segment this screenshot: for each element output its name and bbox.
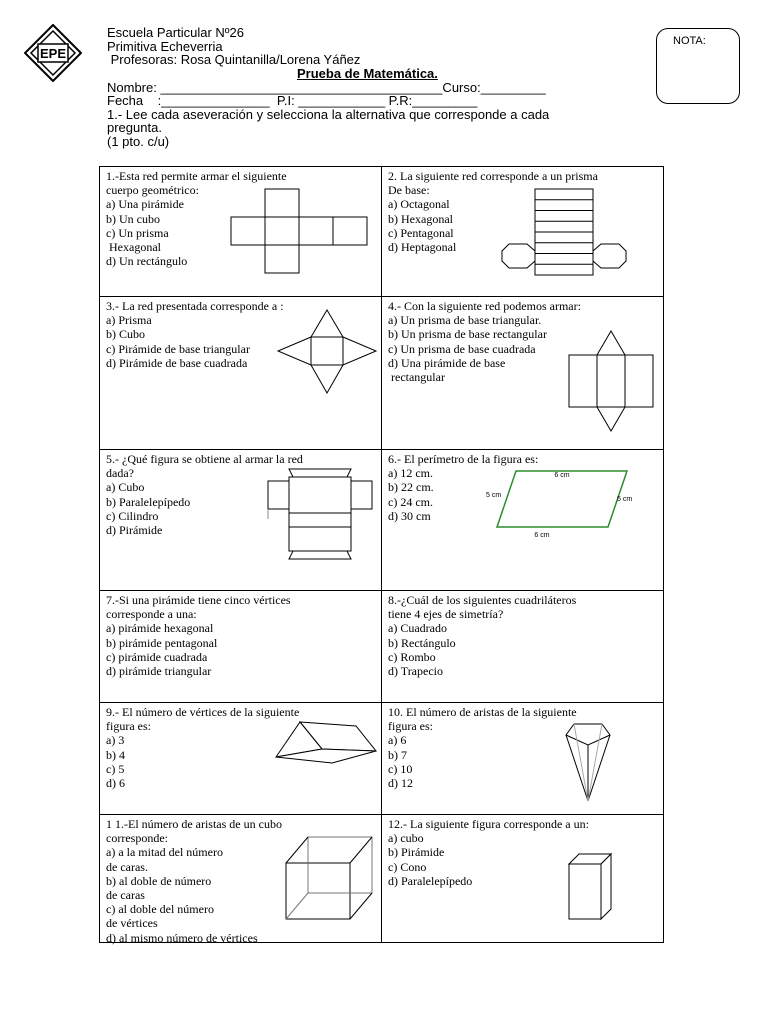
question-text: 6.- El perímetro de la figura es:	[388, 452, 539, 466]
question-7	[100, 591, 381, 702]
question-12	[382, 815, 665, 943]
school-name: Escuela Particular Nº26	[107, 25, 244, 40]
option-d: d) pirámide triangular	[106, 664, 212, 679]
instruction-line-2: pregunta.	[107, 120, 162, 135]
option-a: a) Cubo	[106, 480, 145, 495]
option-a: a) pirámide hexagonal	[106, 621, 214, 636]
question-8	[382, 591, 665, 702]
label-left: 5 cm	[486, 492, 502, 499]
octagonal-prism-net-figure	[500, 187, 630, 279]
option-b: b) Paralelepípedo	[106, 494, 191, 509]
label-right: 5 cm	[617, 496, 633, 503]
grade-label: NOTA:	[673, 35, 706, 47]
option-a: a) Cuadrado	[388, 621, 447, 636]
question-text: corresponde a una:	[106, 607, 197, 622]
option-d: d) Paralelepípedo	[388, 873, 473, 888]
logo-text: EPE	[39, 46, 67, 61]
option-b: b) Cubo	[106, 327, 145, 342]
cuboid-net-figure	[265, 467, 375, 563]
question-grid	[99, 166, 664, 943]
question-text: dada?	[106, 466, 134, 481]
option-b: b) Un cubo	[106, 211, 160, 226]
option-a: a) 6	[388, 733, 407, 748]
option-d: d) 30 cm	[388, 508, 431, 523]
label-top: 6 cm	[554, 472, 570, 479]
option-d: d) 12	[388, 776, 413, 791]
question-text: De base:	[388, 183, 430, 198]
question-text: 8.-¿Cuál de los siguientes cuadriláteros	[388, 593, 577, 607]
option-b: b) al doble de número	[106, 873, 212, 888]
triangular-prism-figure	[270, 719, 380, 769]
option-a: a) Un prisma de base triangular.	[388, 313, 542, 328]
question-text: 7.-Si una pirámide tiene cinco vértices	[106, 593, 291, 607]
grade-box	[656, 28, 740, 104]
label-bottom: 6 cm	[534, 532, 550, 539]
option-a: a) Octagonal	[388, 197, 450, 212]
question-text: 12.- La siguiente figura corresponde a un:	[388, 817, 589, 831]
option-d: d) Una pirámide de base	[388, 355, 506, 370]
question-text: 1 1.-El número de aristas de un cubo	[106, 817, 282, 831]
option-b-cont: de caras	[106, 888, 145, 903]
option-b: b) Un prisma de base rectangular	[388, 327, 547, 342]
teachers-line: Profesoras: Rosa Quintanilla/Lorena Yáñez	[107, 52, 361, 67]
option-d: d) Pirámide de base cuadrada	[106, 355, 248, 370]
option-d: d) 6	[106, 776, 125, 791]
option-c: c) al doble del número	[106, 902, 214, 917]
option-a: a) a la mitad del número	[106, 845, 223, 860]
pentagonal-pyramid-figure	[562, 721, 614, 803]
option-c: c) 5	[106, 761, 125, 776]
option-a: a) 12 cm.	[388, 466, 433, 481]
option-d: d) Trapecio	[388, 664, 443, 679]
school-subtitle: Primitiva Echeverria	[107, 38, 223, 54]
option-c: c) Pentagonal	[388, 225, 454, 240]
school-logo	[24, 24, 82, 82]
question-text: figura es:	[388, 719, 433, 734]
fecha-line: Fecha :_______________ P.I: ____________ P.R:_________	[107, 93, 478, 108]
option-b: b) 4	[106, 747, 125, 762]
parallelogram-figure	[482, 465, 642, 543]
option-a: a) 3	[106, 733, 125, 748]
option-c: c) Rombo	[388, 649, 436, 664]
cuboid-figure	[566, 851, 614, 923]
question-text: 5.- ¿Qué figura se obtiene al armar la red	[106, 452, 303, 466]
option-c: c) Cilindro	[106, 508, 159, 523]
question-text: 10. El número de aristas de la siguiente	[388, 705, 577, 719]
option-c: c) Cono	[388, 859, 427, 874]
triangular-prism-net-figure	[566, 307, 654, 439]
option-c: c) pirámide cuadrada	[106, 649, 208, 664]
option-b: b) 7	[388, 747, 407, 762]
option-a-cont: de caras.	[106, 859, 148, 874]
option-c-cont: de vértices	[106, 916, 158, 931]
question-text: 2. La siguiente red corresponde a un prisma	[388, 169, 598, 183]
option-c: c) 10	[388, 761, 413, 776]
option-b: b) Pirámide	[388, 845, 445, 860]
option-b: b) Hexagonal	[388, 211, 453, 226]
option-c: c) Un prisma de base cuadrada	[388, 341, 536, 356]
question-text: cuerpo geométrico:	[106, 183, 199, 198]
option-d: d) Un rectángulo	[106, 254, 188, 269]
question-text: tiene 4 ejes de simetría?	[388, 607, 504, 622]
test-title: Prueba de Matemática.	[297, 65, 438, 81]
question-10	[382, 703, 665, 814]
option-b: b) 22 cm.	[388, 480, 434, 495]
question-text: 9.- El número de vértices de la siguiente	[106, 705, 300, 719]
instruction-line: 1.- Lee cada aseveración y selecciona la alternativa que corresponde a cada	[107, 106, 550, 122]
header	[107, 26, 637, 148]
question-text: figura es:	[106, 719, 151, 734]
question-text: 4.- Con la siguiente red podemos armar:	[388, 299, 581, 313]
points-line: (1 pto. c/u)	[107, 133, 170, 149]
option-b: b) pirámide pentagonal	[106, 635, 218, 650]
option-d: d) Heptagonal	[388, 240, 457, 255]
option-b: b) Rectángulo	[388, 635, 456, 650]
option-c-cont: Hexagonal	[106, 240, 161, 255]
square-pyramid-net-figure	[275, 307, 379, 397]
question-text: corresponde:	[106, 831, 168, 846]
nombre-curso-line: Nombre: _______________________________________Curso:_________	[107, 79, 546, 95]
option-c: c) Pirámide de base triangular	[106, 341, 250, 356]
option-a: a) cubo	[388, 831, 424, 846]
option-d: d) Pirámide	[106, 523, 163, 538]
question-text: 3.- La red presentada corresponde a :	[106, 299, 284, 313]
option-c: c) Un prisma	[106, 225, 169, 240]
option-c: c) 24 cm.	[388, 494, 433, 509]
cube-net-figure	[230, 187, 370, 277]
option-a: a) Prisma	[106, 313, 152, 328]
question-text: 1.-Esta red permite armar el siguiente	[106, 169, 287, 183]
option-d-cont: rectangular	[388, 370, 445, 385]
option-a: a) Una pirámide	[106, 197, 184, 212]
option-d: d) al mismo número de vértices	[106, 930, 258, 945]
cube-wireframe-figure	[282, 833, 378, 923]
